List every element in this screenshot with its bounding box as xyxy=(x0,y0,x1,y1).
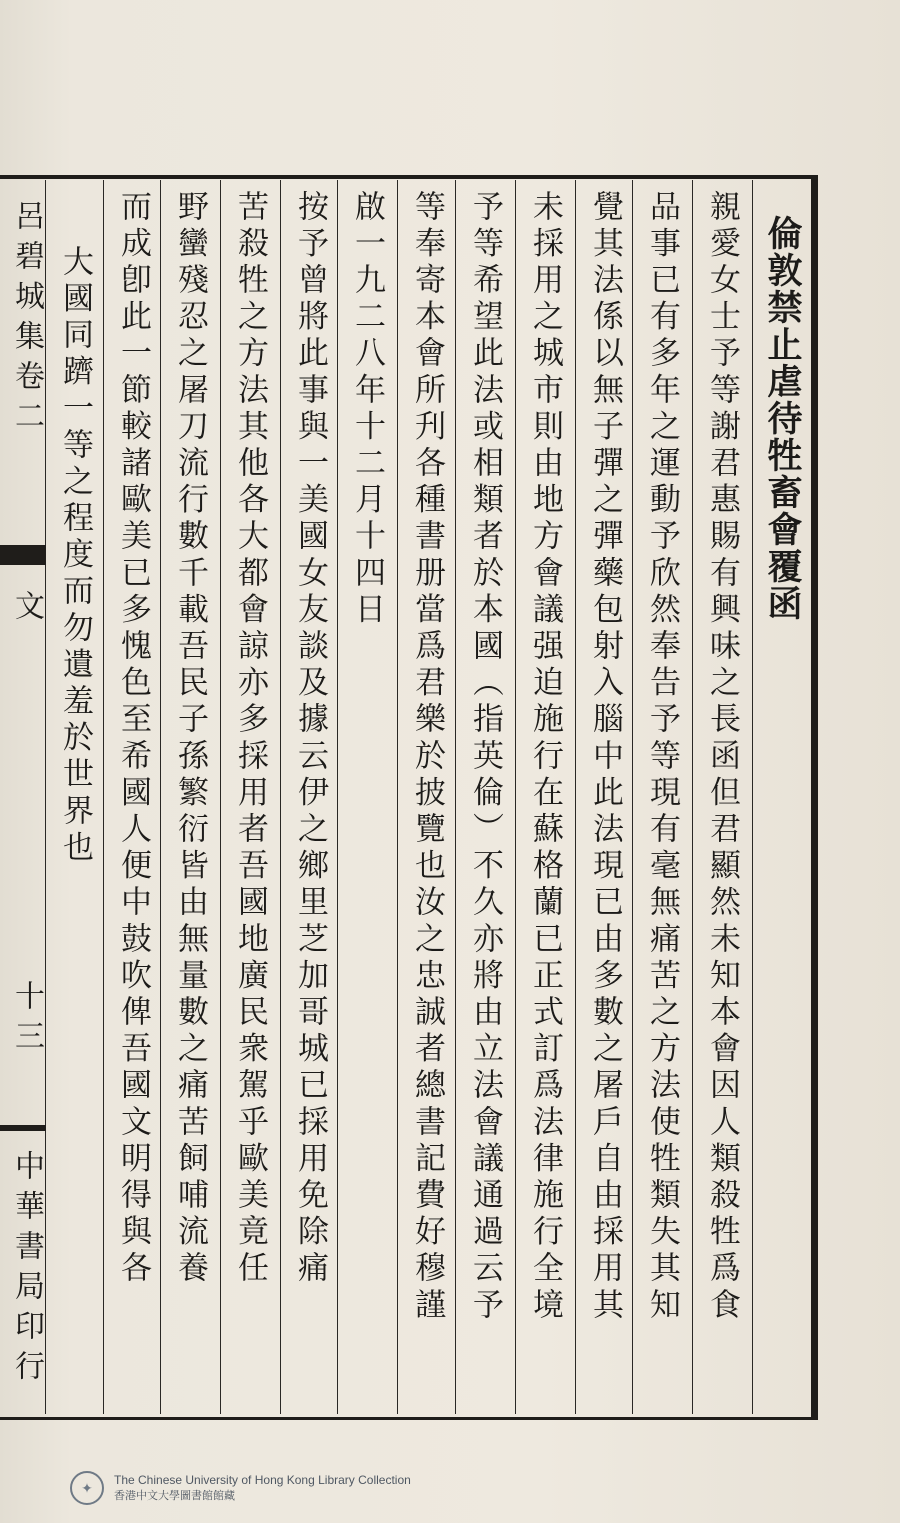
page-number: 十三 xyxy=(9,980,44,1060)
text-column: 而成卽此一節較諸歐美已多愧色至希國人便中鼓吹俾吾國文明得與各 xyxy=(115,190,151,1288)
text-column: 品事已有多年之運動予欣然奉告予等現有毫無痛苦之方法使牲類失其知 xyxy=(644,190,680,1325)
text-column: 野蠻殘忍之屠刀流行數千載吾民子孫繁衍皆由無量數之痛苦飼哺流養 xyxy=(172,190,208,1288)
text-column: 啟一九二八年十二月十四日 xyxy=(349,190,385,630)
text-column: 等奉寄本會所刋各種書册當爲君樂於披覽也汝之忠誠者總書記費好穆謹 xyxy=(409,190,445,1325)
text-column: 親愛女士予等謝君惠賜有興味之長函但君顯然未知本會因人類殺牲爲食 xyxy=(704,190,740,1325)
text-column: 按予曾將此事與一美國女友談及據云伊之鄉里芝加哥城已採用免除痛 xyxy=(292,190,328,1288)
text-column: 覺其法係以無子彈之彈藥包射入腦中此法現已由多數之屠戶自由採用其 xyxy=(587,190,623,1325)
publisher: 中華書局印行 xyxy=(9,1150,44,1390)
section-label: 文 xyxy=(9,590,44,630)
library-seal-icon: ✦ xyxy=(70,1471,104,1505)
text-column: 苦殺牲之方法其他各大都會諒亦多採用者吾國地廣民衆駕乎歐美竟任 xyxy=(232,190,268,1288)
fold-mark xyxy=(0,1125,46,1131)
text-column: 予等希望此法或相類者於本國（指英倫）不久亦將由立法會議通過云予 xyxy=(467,190,503,1325)
collection-name-zh: 香港中文大學圖書館館藏 xyxy=(114,1489,235,1502)
collection-name-en: The Chinese University of Hong Kong Library Collection xyxy=(114,1473,411,1487)
book-title: 呂碧城集卷二 xyxy=(9,200,44,440)
text-column: 大國同躋一等之程度而勿遺羞於世界也 xyxy=(57,245,93,868)
text-column: 未採用之城市則由地方會議强迫施行在蘇格蘭已正式訂爲法律施行全境 xyxy=(527,190,563,1325)
letter-title: 倫敦禁止虐待牲畜會覆函 xyxy=(762,215,803,622)
fold-mark xyxy=(0,545,46,565)
library-watermark xyxy=(70,1468,411,1508)
